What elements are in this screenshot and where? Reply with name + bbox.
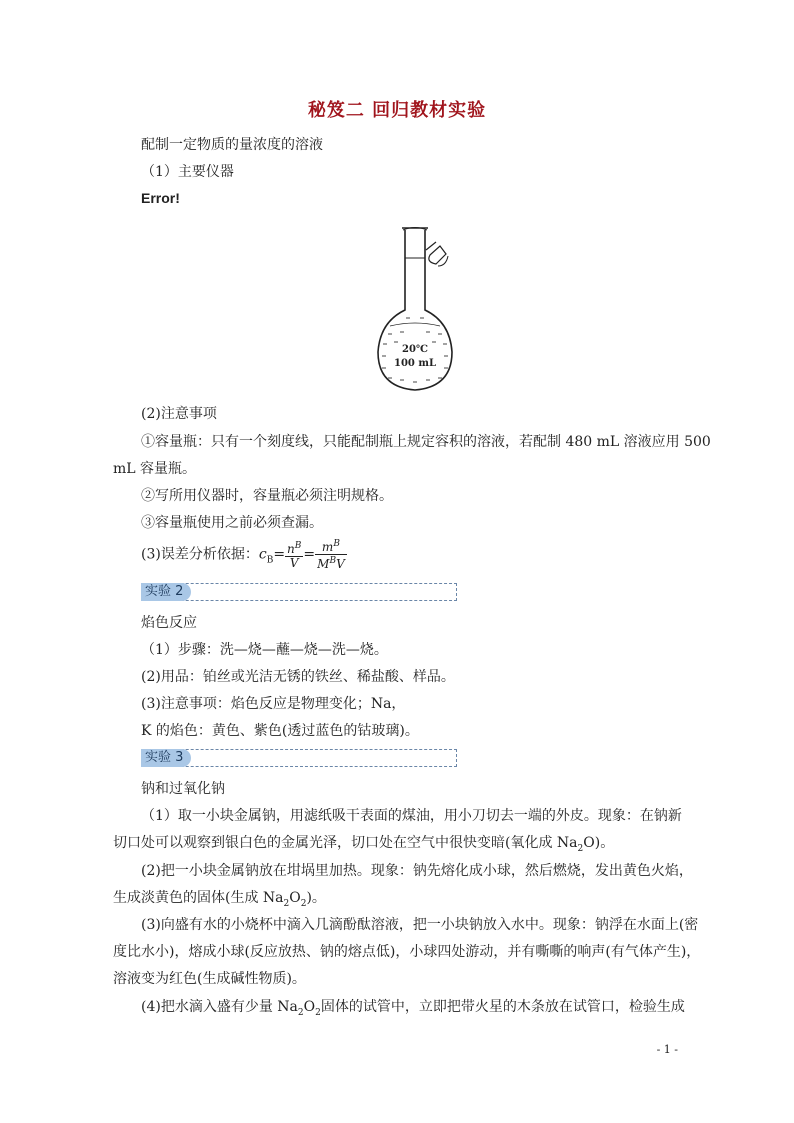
- note-1b: mL 容量瓶。: [113, 461, 197, 477]
- note-1a: ①容量瓶：只有一个刻度线，只能配制瓶上规定容积的溶液，若配制 480 mL 溶液应用 500: [141, 434, 711, 450]
- exp3-p4a: (4)把水滴入盛有少量 $Na_2O_2$固体的试管中，立即把带火星的木条放在试管口，检验生成: [141, 999, 685, 1018]
- page-number: - 1 -: [656, 1043, 678, 1056]
- exp2-step1: （1）步骤：洗—烧—蘸—烧—洗—烧。: [141, 642, 388, 658]
- error-analysis-label: (3)误差分析依据：: [141, 546, 259, 563]
- error-text: Error!: [141, 190, 180, 206]
- exp2-step2: (2)用品：铂丝或光洁无锈的铁丝、稀盐酸、样品。: [141, 669, 455, 685]
- exp3-p2a: (2)把一小块金属钠放在坩埚里加热。现象：钠先熔化成小球，然后燃烧，发出黄色火焰，: [141, 863, 693, 879]
- formula-c: c: [258, 546, 267, 563]
- error-analysis-line: [141, 538, 347, 571]
- exp3-p3b: 度比水小)，熔成小球(反应放热、钠的熔点低)，小球四处游动，并有嘶嘶的响声(有气体产生)，: [113, 944, 701, 960]
- section-heading: 配制一定物质的量浓度的溶液: [141, 137, 323, 153]
- exp3-p1a: （1）取一小块金属钠，用滤纸吸干表面的煤油，用小刀切去一端的外皮。现象：在钠新: [141, 808, 682, 824]
- formula-c-sub: B: [266, 555, 274, 566]
- volumetric-flask-image: [370, 222, 460, 397]
- exp3-p3a: (3)向盛有水的小烧杯中滴入几滴酚酞溶液，把一小块钠放入水中。现象：钠浮在水面上(密: [141, 917, 699, 933]
- experiment-2-bar: [141, 583, 457, 601]
- instruments-label: （1）主要仪器: [141, 164, 234, 180]
- formula-m-cap: M: [317, 557, 330, 571]
- formula-m: m: [321, 540, 334, 554]
- experiment-3-bar: [141, 749, 457, 767]
- exp3-heading: 钠和过氧化钠: [141, 781, 225, 797]
- note-2: ②写所用仪器时，容量瓶必须注明规格。: [141, 488, 393, 504]
- exp3-p3c: 溶液变为红色(生成碱性物质)。: [113, 971, 306, 987]
- page-title: 秘笈二 回归教材实验: [307, 100, 487, 121]
- stopper-icon: [426, 242, 448, 266]
- formula-v2: V: [336, 557, 345, 571]
- exp3-p1b: 切口处可以观察到银白色的金属光泽，切口处在空气中很快变暗(氧化成 $Na_2O$)。: [113, 835, 615, 854]
- formula-frac-2: [315, 538, 347, 571]
- formula-eq-1: =: [273, 546, 286, 563]
- formula-m-cap-sup: B: [329, 556, 337, 566]
- formula-eq-2: =: [303, 546, 316, 563]
- notes-label: (2)注意事项: [141, 406, 217, 422]
- formula-frac-1: [285, 540, 303, 570]
- formula-m-sup: B: [333, 539, 340, 549]
- exp2-step4: K 的焰色：黄色、紫色(透过蓝色的钴玻璃)。: [141, 723, 419, 739]
- exp2-heading: 焰色反应: [141, 615, 197, 631]
- note-3: ③容量瓶使用之前必须查漏。: [141, 515, 323, 531]
- exp3-p2b: 生成淡黄色的固体(生成 $Na_2O_2$)。: [113, 890, 326, 909]
- formula-v: V: [289, 555, 299, 570]
- flask-temp-label: 20℃: [402, 344, 428, 355]
- formula-n-sup: B: [294, 540, 302, 551]
- experiment-2-tag: 实验 2: [141, 583, 191, 601]
- experiment-3-tag: 实验 3: [141, 749, 191, 767]
- formula-n: n: [287, 541, 295, 556]
- flask-volume-label: 100 mL: [394, 358, 436, 369]
- exp2-step3: (3)注意事项：焰色反应是物理变化；Na，: [141, 696, 406, 712]
